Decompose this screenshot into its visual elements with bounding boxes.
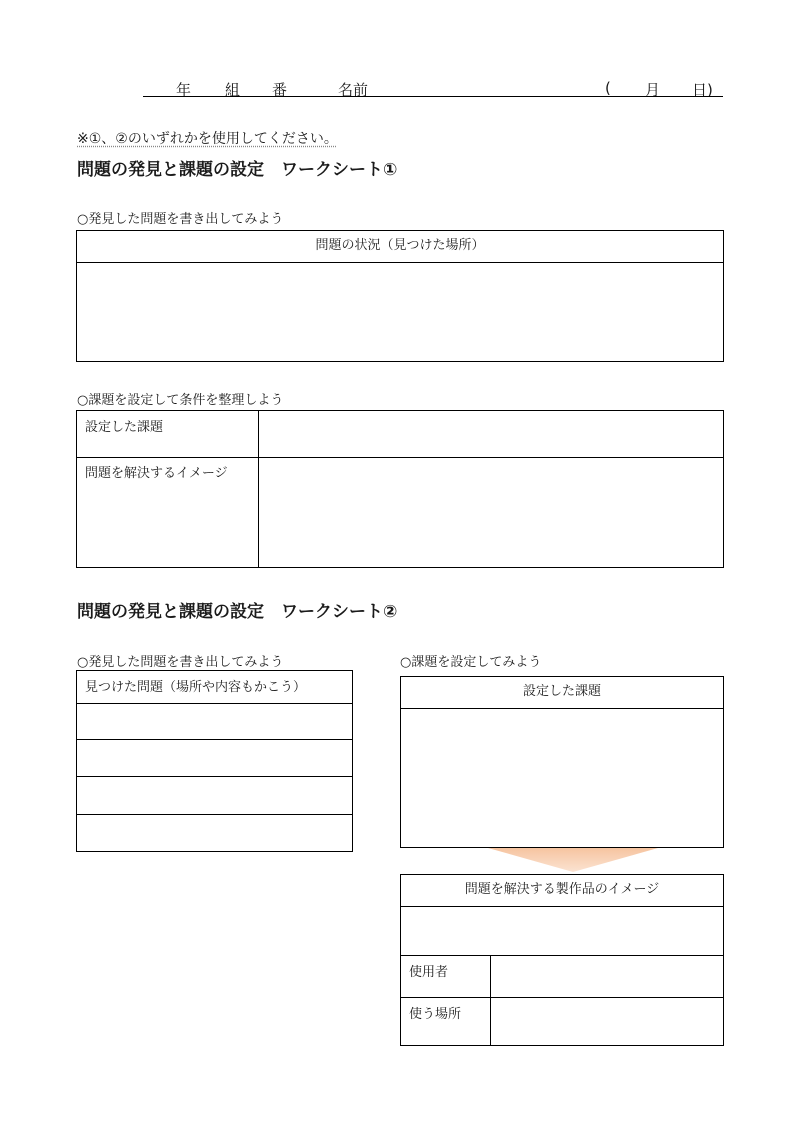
month-label: 月	[645, 81, 661, 99]
ws1-task-col-divider	[258, 411, 259, 567]
ws1-problem-write-area[interactable]	[77, 263, 723, 361]
ws1-task-row2-label: 問題を解決するイメージ	[85, 466, 228, 481]
ws2-task-box	[400, 676, 724, 848]
header-underline	[143, 96, 723, 97]
ws2-product-table	[400, 874, 724, 1046]
ws2-problem-list-header: 見つけた問題（場所や内容もかこう）	[85, 680, 307, 695]
worksheet2-title: 問題の発見と課題の設定 ワークシート②	[77, 602, 398, 622]
ws2-product-col-divider	[490, 955, 491, 1045]
worksheet1-title: 問題の発見と課題の設定 ワークシート①	[77, 160, 398, 180]
ws2-right-label: ○課題を設定してみよう	[400, 655, 542, 670]
ws1-section2-label: ○課題を設定して条件を整理しよう	[77, 393, 284, 408]
down-arrow-icon	[488, 848, 658, 874]
number-label: 番	[272, 81, 288, 99]
ws1-task-table	[76, 410, 724, 568]
ws2-list-divider	[77, 703, 352, 704]
ws2-problem-list	[76, 670, 353, 852]
ws2-product-image-area[interactable]	[401, 907, 723, 955]
ws1-task-input[interactable]	[260, 411, 723, 456]
ws2-list-divider	[77, 776, 352, 777]
usage-note: ※①、②のいずれかを使用してください。	[77, 131, 338, 147]
ws1-section1-label: ○発見した問題を書き出してみよう	[77, 212, 284, 227]
ws2-task-header: 設定した課題	[401, 677, 723, 709]
date-paren-open: (	[605, 79, 611, 97]
ws1-problem-box	[76, 230, 724, 362]
ws1-task-row1-label: 設定した課題	[85, 420, 164, 435]
ws1-task-row-divider	[77, 457, 723, 458]
ws2-user-input[interactable]	[492, 957, 723, 997]
ws2-user-label: 使用者	[409, 965, 449, 980]
name-label: 名前	[338, 81, 369, 99]
ws2-place-input[interactable]	[492, 999, 723, 1045]
ws1-problem-header: 問題の状況（見つけた場所）	[77, 231, 723, 263]
ws2-place-label: 使う場所	[409, 1007, 462, 1022]
ws2-list-divider	[77, 814, 352, 815]
ws2-product-divider	[401, 955, 723, 956]
ws2-task-write-area[interactable]	[401, 709, 723, 847]
ws2-product-header: 問題を解決する製作品のイメージ	[401, 875, 723, 907]
ws2-product-divider	[401, 997, 723, 998]
ws1-image-input[interactable]	[260, 459, 723, 567]
class-label: 組	[225, 81, 241, 99]
year-label: 年	[176, 81, 192, 99]
ws2-left-label: ○発見した問題を書き出してみよう	[77, 655, 284, 670]
day-label: 日)	[692, 81, 713, 99]
ws2-list-divider	[77, 739, 352, 740]
